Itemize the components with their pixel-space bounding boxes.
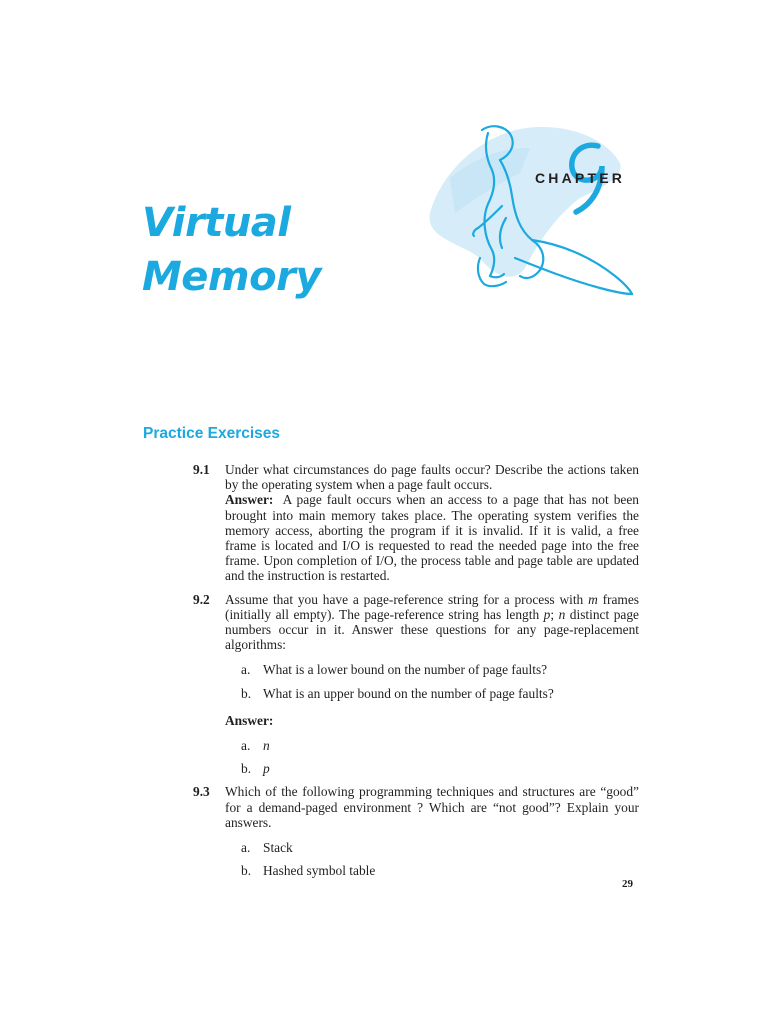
exercise-9-3	[193, 784, 639, 878]
answer-label: Answer:	[225, 712, 274, 728]
option-text: Stack	[263, 840, 293, 856]
exercise-9-2	[193, 592, 639, 777]
section-heading: Practice Exercises	[143, 425, 281, 442]
chapter-dinosaur-illustration	[420, 118, 640, 308]
answer-text: n	[263, 738, 270, 754]
question-text: distinct page numbers occur in it. Answer these questions for any page-replacement algorithms:	[225, 606, 639, 653]
exercise-number: 9.1	[193, 462, 210, 477]
answer-letter: b.	[241, 761, 252, 777]
option-list	[241, 840, 639, 878]
list-item	[241, 686, 639, 701]
list-item	[241, 761, 639, 776]
chapter-title	[142, 196, 321, 304]
variable-n: n	[558, 606, 566, 622]
list-item	[241, 738, 639, 753]
option-letter: b.	[241, 685, 252, 701]
answer-text: p	[263, 761, 270, 777]
page-number: 29	[622, 878, 633, 890]
list-item	[241, 863, 639, 878]
answer-list	[241, 738, 639, 776]
answer-label: Answer:	[225, 492, 274, 508]
exercise-answer	[225, 492, 639, 583]
option-text: What is a lower bound on the number of page faults?	[263, 662, 548, 678]
answer-text: A page fault occurs when an access to a page that has not been brought into main memory takes place. The operating system verifies the memory access, aborting the program if it is invalid. If it is valid, a free frame is located and I/O is requested to read the needed page into the free frame. Upon completion of I/O, the process table and page table are updated and the instruction is restarted.	[225, 492, 639, 584]
list-item	[241, 662, 639, 677]
exercise-list	[193, 462, 639, 886]
exercise-question: Which of the following programming techniques and structures are “good” for a demand-paged environment ? Which are “not good”? Explain your answers.	[225, 784, 639, 830]
option-letter: a.	[241, 662, 251, 678]
exercise-number: 9.2	[193, 591, 210, 607]
option-text: Hashed symbol table	[263, 863, 376, 879]
list-item	[241, 840, 639, 855]
option-list	[241, 662, 639, 700]
option-letter: a.	[241, 840, 251, 856]
exercise-number: 9.3	[193, 784, 210, 800]
exercise-question	[225, 592, 639, 653]
question-text: frames (initially all empty). The page-reference string has length	[225, 591, 639, 622]
variable-m: m	[588, 591, 598, 607]
exercise-question: Under what circumstances do page faults occur? Describe the actions taken by the operating system when a page fault occurs.	[225, 462, 639, 493]
option-text: What is an upper bound on the number of page faults?	[263, 685, 554, 701]
chapter-title-line-2: Memory	[142, 254, 321, 300]
chapter-label: CHAPTER	[535, 170, 626, 186]
answer-letter: a.	[241, 738, 251, 754]
exercise-9-1	[193, 462, 639, 584]
question-text: ;	[550, 606, 559, 622]
chapter-title-line-1: Virtual	[142, 200, 291, 246]
option-letter: b.	[241, 863, 252, 879]
variable-p: p	[543, 606, 551, 622]
question-text: Assume that you have a page-reference string for a process with	[225, 591, 589, 607]
